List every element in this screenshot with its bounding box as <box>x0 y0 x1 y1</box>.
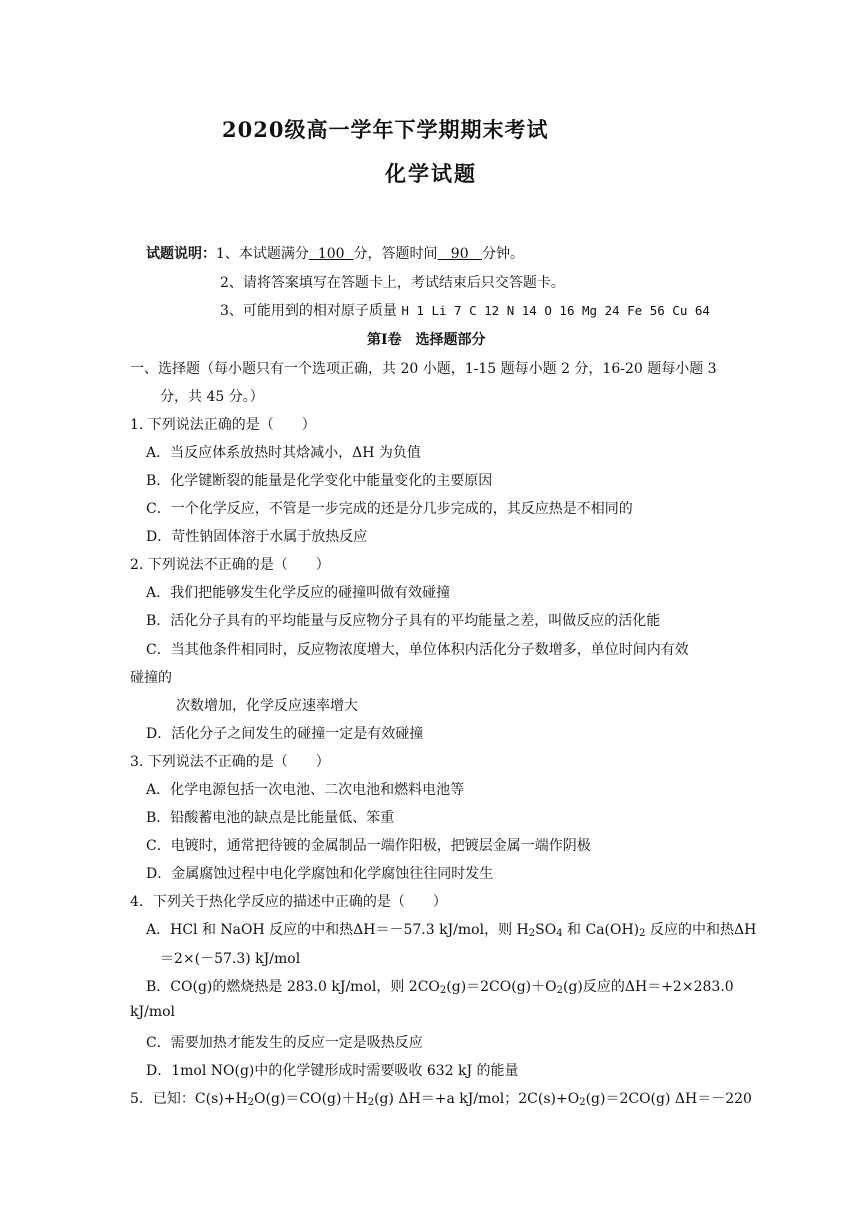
instructions-line3: 3、可能用到的相对原子质量 H 1 Li 7 C 12 N 14 O 16 Mg 24 Fe 56 Cu 64 <box>220 303 710 319</box>
question-3-option-a: A．化学电源包括一次电池、二次电池和燃料电池等 <box>146 782 465 798</box>
question-1-option-d: D．苛性钠固体溶于水属于放热反应 <box>146 529 368 545</box>
question-3-option-c: C．电镀时，通常把待镀的金属制品一端作阳极，把镀层金属一端作阴极 <box>146 838 591 854</box>
question-2-option-d: D．活化分子之间发生的碰撞一定是有效碰撞 <box>146 726 424 742</box>
question-4-stem: 4．下列关于热化学反应的描述中正确的是（ ） <box>130 894 447 910</box>
question-1-option-a: A．当反应体系放热时其焓减小，ΔH 为负值 <box>146 445 421 461</box>
question-2-option-b: B．活化分子具有的平均能量与反应物分子具有的平均能量之差，叫做反应的活化能 <box>146 613 661 629</box>
question-3-option-b: B．铅酸蓄电池的缺点是比能量低、笨重 <box>146 810 395 826</box>
atomic-masses: H 1 Li 7 C 12 N 14 O 16 Mg 24 Fe 56 Cu 64 <box>401 303 710 318</box>
question-2-option-c-line1: C．当其他条件相同时，反应物浓度增大，单位体积内活化分子数增多，单位时间内有效 <box>146 642 689 658</box>
question-3-option-d: D．金属腐蚀过程中电化学腐蚀和化学腐蚀往往同时发生 <box>146 866 494 882</box>
exam-title: 2020级高一学年下学期期末考试 <box>222 117 549 142</box>
question-5-stem: 5．已知：$C(s)+H_2O(g)=CO(g)+H_2(g)$ ΔH＝+a kJ/mol；$2C(s)+O_2(g)=2CO(g)$ ΔH＝－220 <box>130 1091 752 1108</box>
exam-subject-title: 化学试题 <box>385 161 477 186</box>
question-2-stem: 2. 下列说法不正确的是（ ） <box>130 557 330 573</box>
question-2-option-c-line3: 次数增加，化学反应速率增大 <box>176 698 358 714</box>
question-4-option-d: D．1mol NO(g)中的化学键形成时需要吸收 632 kJ 的能量 <box>146 1063 519 1079</box>
question-1-stem: 1. 下列说法正确的是（ ） <box>130 417 316 433</box>
question-2-option-c-line2: 碰撞的 <box>130 670 172 686</box>
question-1-option-b: B．化学键断裂的能量是化学变化中能量变化的主要原因 <box>146 473 493 489</box>
question-4-option-c: C．需要加热才能发生的反应一定是吸热反应 <box>146 1035 423 1051</box>
question-4-option-b-line2: kJ/mol <box>130 1004 175 1020</box>
question-3-stem: 3. 下列说法不正确的是（ ） <box>130 754 330 770</box>
instructions-label: 试题说明： <box>146 246 216 262</box>
question-4-option-a-line1: A．HCl 和 NaOH 反应的中和热ΔH＝－57.3 kJ/mol，则 $H_2SO_4$ 和 $Ca(OH)_2$ 反应的中和热ΔH <box>146 922 757 939</box>
part1-heading: 第Ⅰ卷 选择题部分 <box>367 332 486 348</box>
section-instructions-line1: 一、选择题（每小题只有一个选项正确，共 20 小题，1-15 题每小题 2 分，16-20 题每小题 3 <box>130 361 717 377</box>
question-4-option-a-line2: ＝2×(－57.3) kJ/mol <box>160 951 301 967</box>
section-instructions-line2: 分，共 45 分。） <box>160 389 264 405</box>
question-4-option-b-line1: B．CO(g)的燃烧热是 283.0 kJ/mol，则 $2CO_2(g)=2CO(g)+O_2(g)$反应的ΔH＝+2×283.0 <box>146 979 734 996</box>
instructions-line1: 试题说明：1、本试题满分 100 分，答题时间 90 分钟。 <box>146 246 524 262</box>
question-1-option-c: C．一个化学反应，不管是一步完成的还是分几步完成的，其反应热是不相同的 <box>146 501 633 517</box>
full-score: 100 <box>308 246 354 262</box>
instructions-line2: 2、请将答案填写在答题卡上，考试结束后只交答题卡。 <box>220 275 565 291</box>
question-2-option-a: A．我们把能够发生化学反应的碰撞叫做有效碰撞 <box>146 585 451 601</box>
exam-duration: 90 <box>437 246 482 262</box>
